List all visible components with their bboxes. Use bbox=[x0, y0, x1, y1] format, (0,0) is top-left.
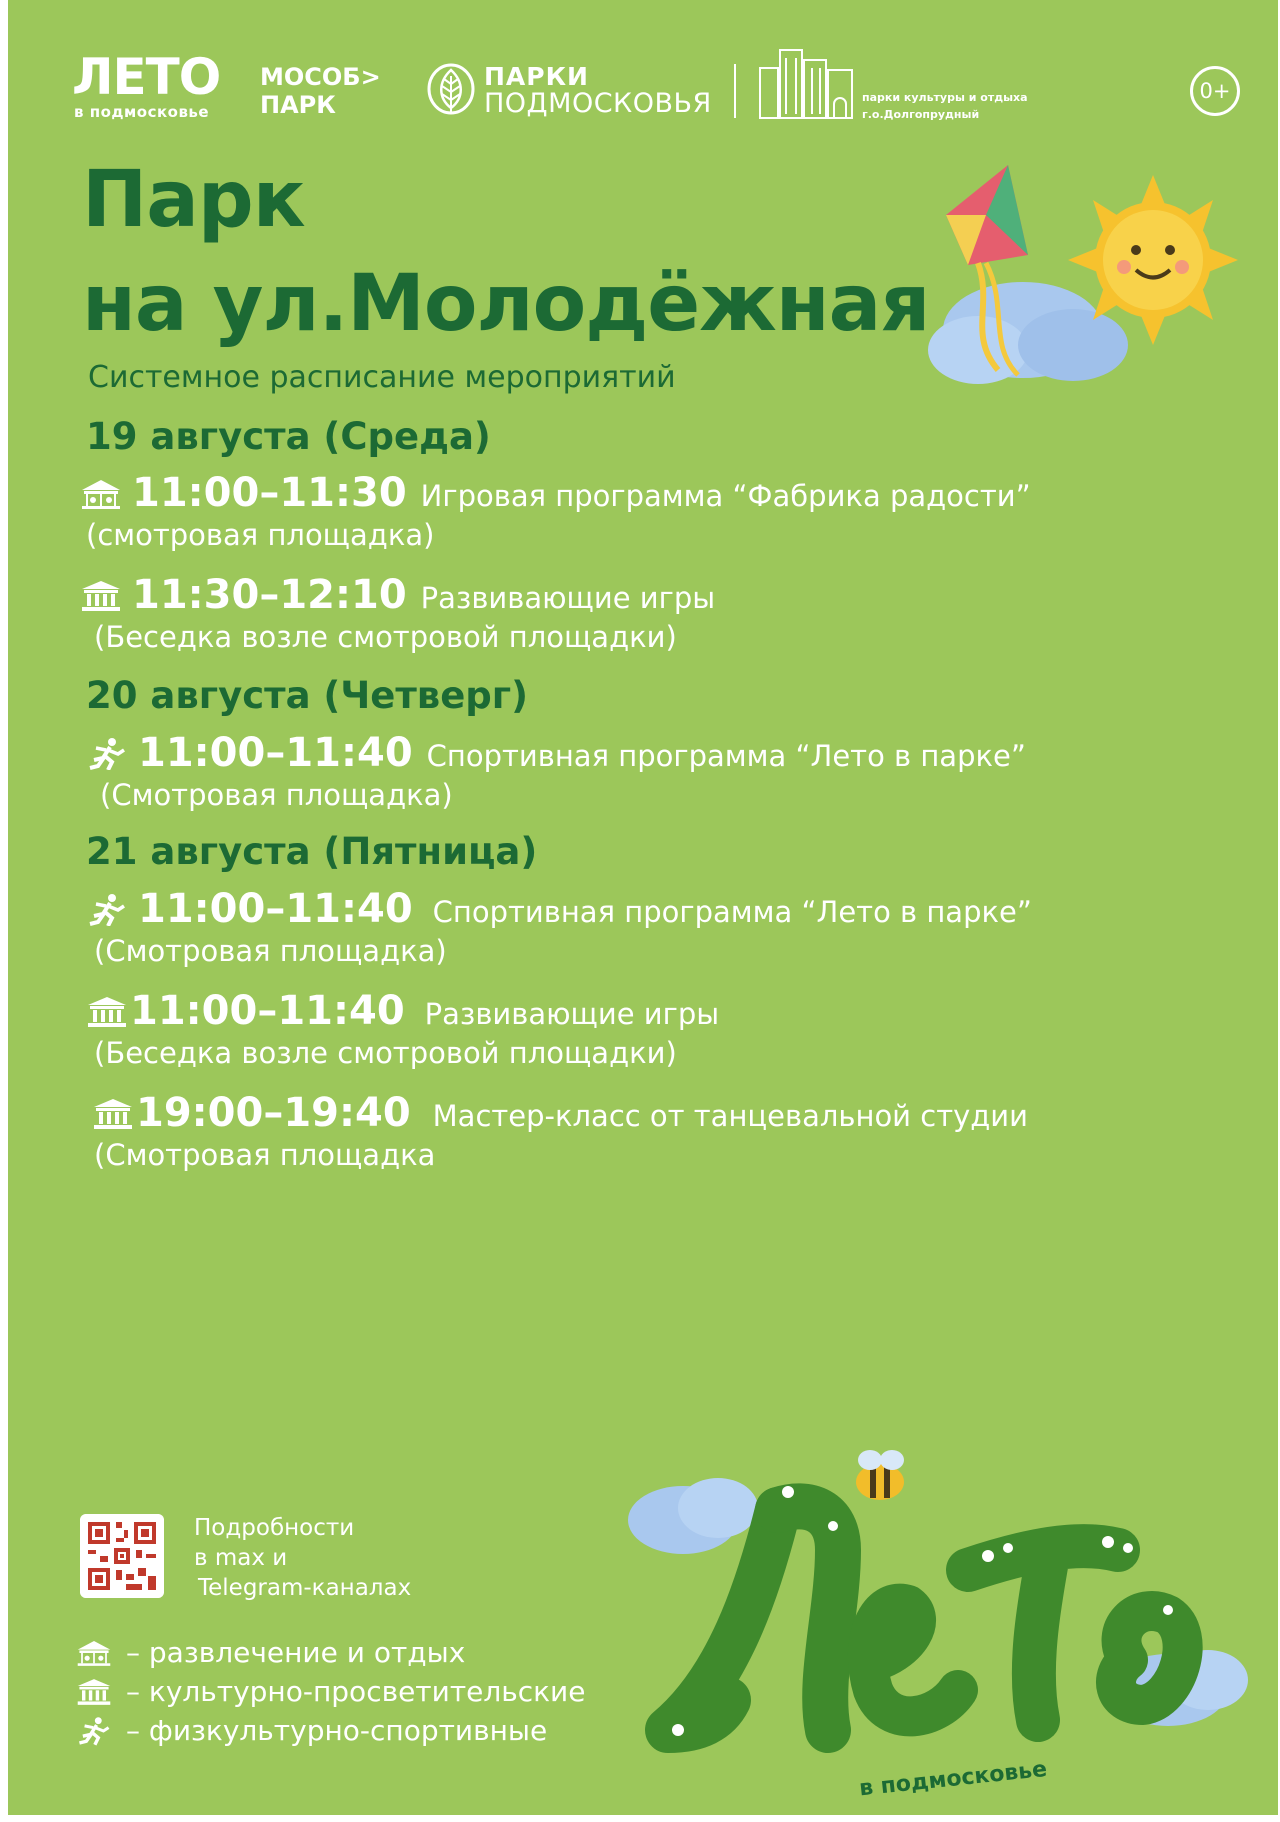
leaf-logo-icon bbox=[426, 62, 476, 116]
art-caption: в подмосковье bbox=[857, 1756, 1049, 1802]
logo-mosoblpark: МОСОБ> ПАРК bbox=[260, 63, 381, 119]
poster bbox=[8, 0, 1278, 1815]
runner-icon bbox=[86, 894, 128, 926]
event-item bbox=[86, 886, 1032, 968]
event-place: (Смотровая площадка) bbox=[100, 778, 453, 812]
details-text: Подробности в max и Telegram-каналах bbox=[194, 1515, 412, 1601]
museum-icon bbox=[92, 1098, 134, 1130]
day-heading: 19 августа (Среда) bbox=[86, 415, 491, 458]
museum-icon bbox=[86, 996, 128, 1028]
event-item bbox=[86, 988, 719, 1070]
museum-icon bbox=[76, 1677, 112, 1707]
buildings-logo-icon bbox=[756, 46, 856, 120]
event-title: Спортивная программа “Лето в парке” bbox=[426, 739, 1026, 773]
runner-icon bbox=[86, 738, 128, 770]
logo-parki-line1: ПАРКИ bbox=[484, 62, 589, 91]
logo-parki-line2: ПОДМОСКОВЬЯ bbox=[484, 88, 712, 119]
kite-sun-cloud-illustration bbox=[908, 155, 1268, 400]
legend-item: – культурно-просветительские bbox=[76, 1675, 585, 1708]
event-item bbox=[80, 572, 715, 654]
event-title: Развивающие игры bbox=[420, 581, 716, 615]
carousel-icon bbox=[80, 478, 122, 510]
event-title: Игровая программа “Фабрика радости” bbox=[420, 479, 1031, 513]
event-place: (Беседка возле смотровой площадки) bbox=[94, 620, 677, 654]
event-time: 11:00–11:40 bbox=[130, 988, 405, 1034]
event-time: 19:00–19:40 bbox=[136, 1090, 411, 1136]
event-time: 11:30–12:10 bbox=[132, 572, 407, 618]
logo-leto-subtitle: в подмосковье bbox=[74, 103, 210, 121]
event-item bbox=[86, 730, 1026, 812]
page-subtitle: Системное расписание мероприятий bbox=[88, 360, 676, 395]
day-heading: 21 августа (Пятница) bbox=[86, 830, 538, 873]
event-item bbox=[92, 1090, 1028, 1172]
logo-culture-text: парки культуры и отдыха г.о.Долгопрудный bbox=[862, 91, 1028, 121]
event-time: 11:00–11:40 bbox=[138, 886, 413, 932]
runner-icon bbox=[76, 1716, 112, 1746]
event-item bbox=[80, 470, 1031, 552]
page-title: Парк на ул.Молодёжная bbox=[82, 155, 930, 349]
qr-code[interactable] bbox=[80, 1514, 164, 1598]
event-place: (смотровая площадка) bbox=[86, 518, 435, 552]
museum-icon bbox=[80, 580, 122, 612]
event-title: Спортивная программа “Лето в парке” bbox=[432, 895, 1032, 929]
event-place: (Беседка возле смотровой площадки) bbox=[94, 1036, 677, 1070]
age-rating-badge: 0+ bbox=[1190, 66, 1240, 116]
event-title: Мастер-класс от танцевальной студии bbox=[432, 1099, 1028, 1133]
legend bbox=[76, 1636, 585, 1747]
legend-item: – развлечение и отдых bbox=[76, 1636, 585, 1669]
event-time: 11:00–11:40 bbox=[138, 730, 413, 776]
legend-item: – физкультурно-спортивные bbox=[76, 1714, 585, 1747]
day-heading: 20 августа (Четверг) bbox=[86, 674, 529, 717]
event-time: 11:00–11:30 bbox=[132, 470, 407, 516]
event-title: Развивающие игры bbox=[424, 997, 720, 1031]
carousel-icon bbox=[76, 1638, 112, 1668]
leto-grass-illustration bbox=[608, 1430, 1258, 1810]
logo-leto: ЛЕТО bbox=[72, 48, 221, 106]
event-place: (Смотровая площадка) bbox=[94, 934, 447, 968]
header-divider bbox=[734, 64, 736, 118]
event-place: (Смотровая площадка bbox=[94, 1138, 436, 1172]
